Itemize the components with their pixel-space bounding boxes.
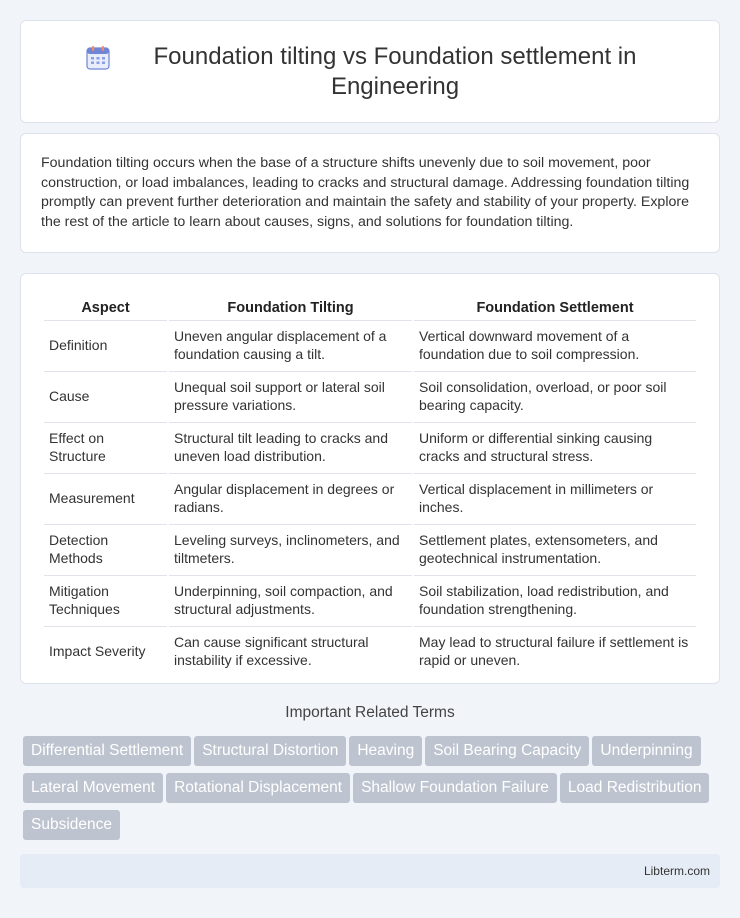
table-row	[44, 626, 696, 675]
table-row	[44, 524, 696, 573]
table-cell-tilt: Angular displacement in degrees or radians.	[169, 473, 412, 522]
comparison-table	[42, 294, 698, 677]
table-cell-settle: Vertical downward movement of a foundation due to soil compression.	[414, 320, 696, 369]
table-cell-tilt: Underpinning, soil compaction, and structural adjustments.	[169, 575, 412, 624]
table-cell-settle: Soil stabilization, load redistribution, and foundation strengthening.	[414, 575, 696, 624]
table-cell-aspect: Impact Severity	[44, 626, 167, 675]
table-cell-settle: Settlement plates, extensometers, and geotechnical instrumentation.	[414, 524, 696, 573]
related-term-tag[interactable]: Underpinning	[592, 736, 700, 766]
related-term-tag[interactable]: Lateral Movement	[23, 773, 163, 803]
table-cell-tilt: Uneven angular displacement of a foundation causing a tilt.	[169, 320, 412, 369]
intro-text: Foundation tilting occurs when the base of a structure shifts unevenly due to soil movement, poor construction, or load imbalances, leading to cracks and structural damage. Addressing foundation tilting promptly can prevent further deterioration and maintain the safety and stability of your property. Explore the rest of the article to learn about causes, signs, and solutions for foundation tilting.	[41, 155, 690, 230]
table-header-row	[44, 296, 696, 318]
related-term-tag[interactable]: Differential Settlement	[23, 736, 191, 766]
table-cell-aspect: Cause	[44, 371, 167, 420]
table-cell-aspect: Effect on Structure	[44, 422, 167, 471]
comparison-table-card	[20, 273, 720, 684]
related-term-tag[interactable]: Shallow Foundation Failure	[353, 773, 557, 803]
header-foundation-settlement: Foundation Settlement	[476, 300, 634, 316]
title-card	[20, 20, 720, 123]
table-cell-aspect: Measurement	[44, 473, 167, 522]
related-term-tag[interactable]: Structural Distortion	[194, 736, 346, 766]
table-cell-tilt: Can cause significant structural instability if excessive.	[169, 626, 412, 675]
footer	[20, 854, 720, 888]
page-title: Foundation tilting vs Foundation settlement in Engineering	[153, 42, 637, 100]
calendar-icon	[85, 45, 111, 71]
table-row	[44, 320, 696, 369]
table-cell-settle: Uniform or differential sinking causing cracks and structural stress.	[414, 422, 696, 471]
related-term-tag[interactable]: Load Redistribution	[560, 773, 710, 803]
table-row	[44, 422, 696, 471]
table-row	[44, 575, 696, 624]
footer-site[interactable]: Libterm.com	[643, 864, 710, 878]
table-cell-tilt: Unequal soil support or lateral soil pressure variations.	[169, 371, 412, 420]
table-cell-settle: Vertical displacement in millimeters or inches.	[414, 473, 696, 522]
header-aspect: Aspect	[81, 300, 130, 316]
related-term-tag[interactable]: Rotational Displacement	[166, 773, 350, 803]
table-cell-tilt: Structural tilt leading to cracks and uneven load distribution.	[169, 422, 412, 471]
table-cell-settle: Soil consolidation, overload, or poor soil bearing capacity.	[414, 371, 696, 420]
related-terms-heading: Important Related Terms	[285, 704, 455, 721]
table-cell-tilt: Leveling surveys, inclinometers, and tiltmeters.	[169, 524, 412, 573]
related-term-tag[interactable]: Subsidence	[23, 810, 120, 840]
related-term-tag[interactable]: Soil Bearing Capacity	[425, 736, 589, 766]
table-cell-settle: May lead to structural failure if settlement is rapid or uneven.	[414, 626, 696, 675]
related-terms-list	[23, 736, 723, 847]
table-cell-aspect: Mitigation Techniques	[44, 575, 167, 624]
header-foundation-tilting: Foundation Tilting	[227, 300, 354, 316]
table-cell-aspect: Detection Methods	[44, 524, 167, 573]
intro-card	[20, 133, 720, 253]
related-term-tag[interactable]: Heaving	[349, 736, 422, 766]
table-row	[44, 473, 696, 522]
table-cell-aspect: Definition	[44, 320, 167, 369]
table-row	[44, 371, 696, 420]
